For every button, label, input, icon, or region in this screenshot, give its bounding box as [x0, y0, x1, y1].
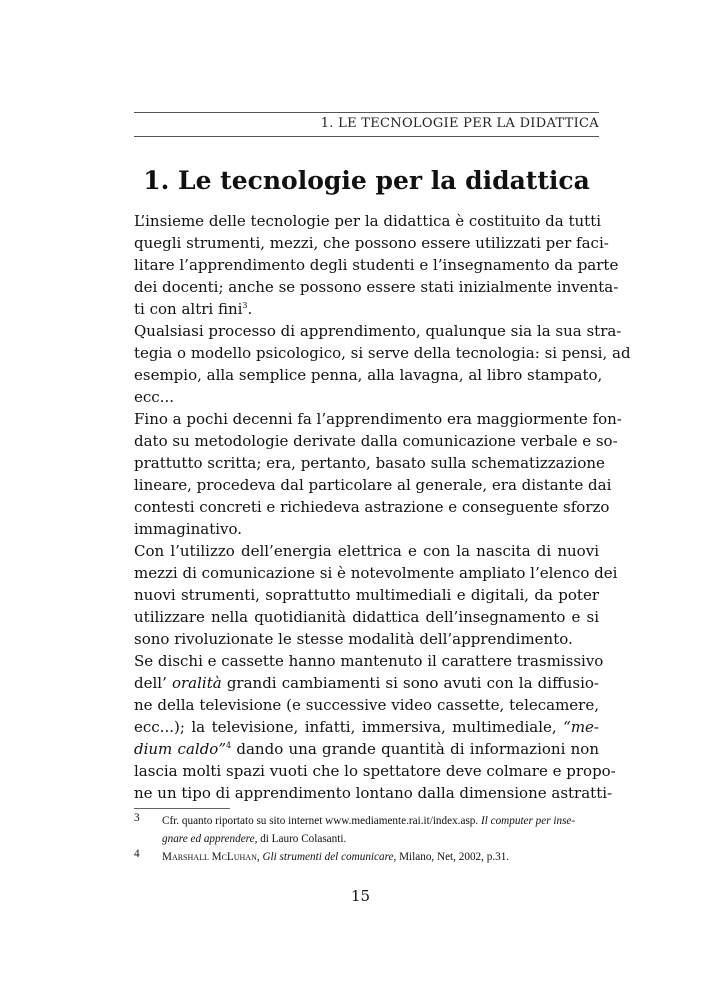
footnotes [134, 812, 599, 866]
footnote-rule [134, 808, 230, 809]
footnote-3: 3 Cfr. quanto riportato su sito internet www.mediamente.rai.it/index.asp. Il computer per inse- gnare ed apprendere, di Lauro Colasanti. [134, 812, 576, 845]
footnote-ref-4: 4 [226, 741, 232, 750]
text-line: ti con altri fini$^3$. [134, 300, 253, 318]
text-line: immaginativo. [134, 520, 243, 538]
header-rule-top [134, 112, 599, 113]
text-line: prattutto scritta; era, pertanto, basato sulla schematizzazione [134, 454, 605, 472]
text-line: dell’ oralità grandi cambiamenti si sono avuti con la diffusio- [134, 674, 599, 692]
author-name: Marshall McLuhan [162, 851, 257, 863]
text-line: ne della televisione (e successive video cassette, telecamere, [134, 696, 599, 714]
text-line: dei docenti; anche se possono essere stati inizialmente inventa- [134, 278, 619, 296]
running-head: 1. LE TECNOLOGIE PER LA DIDATTICA [320, 116, 599, 131]
text-line: contesti concreti e richiedeva astrazione e conseguente sforzo [134, 498, 610, 516]
text-line: sono rivoluzionate le stesse modalità dell’apprendimento. [134, 630, 573, 648]
footnote-4: 4 Marshall McLuhan, Gli strumenti del comunicare, Milano, Net, 2002, p.31. [134, 848, 510, 863]
text-line: quegli strumenti, mezzi, che possono essere utilizzati per faci- [134, 234, 609, 252]
text-line: utilizzare nella quotidianità didattica dell’insegnamento e si [134, 608, 599, 626]
text-line: dato su metodologie derivate dalla comunicazione verbale e so- [134, 432, 618, 450]
footnote-ref-3: 3 [242, 301, 248, 310]
text-line: Qualsiasi processo di apprendimento, qualunque sia la sua stra- [134, 322, 622, 340]
chapter-title: 1. Le tecnologie per la didattica [143, 166, 590, 195]
text-line: ne un tipo di apprendimento lontano dalla dimensione astratti- [134, 784, 613, 802]
text-line: mezzi di comunicazione si è notevolmente ampliato l’elenco dei [134, 564, 618, 582]
text-line: ecc... [134, 388, 174, 406]
text-line: L’insieme delle tecnologie per la didattica è costituito da tutti [134, 212, 602, 230]
text-line: Se dischi e cassette hanno mantenuto il carattere trasmissivo [134, 652, 604, 670]
footnote-number: 3 [134, 812, 140, 824]
text-line: Con l’utilizzo dell’energia elettrica e con la nascita di nuovi [134, 542, 599, 560]
text-line: tegia o modello psicologico, si serve della tecnologia: si pensi, ad [134, 344, 631, 362]
text-line: lineare, procedeva dal particolare al generale, era distante dai [134, 476, 612, 494]
text-line: ecc...); la televisione, infatti, immersiva, multimediale, “me- [134, 718, 599, 736]
emphasis-medium-caldo: dium caldo” [134, 740, 227, 758]
text-line: litare l’apprendimento degli studenti e l’insegnamento da parte [134, 256, 619, 274]
footnote-number: 4 [134, 848, 140, 860]
page-number: 15 [350, 887, 371, 905]
text-line: nuovi strumenti, soprattutto multimediali e digitali, da poter [134, 586, 599, 604]
text-line: Fino a pochi decenni fa l’apprendimento era maggiormente fon- [134, 410, 622, 428]
body-text [134, 210, 631, 804]
book-title: Gli strumenti del comunicare [262, 851, 394, 863]
header-rule-bottom [134, 136, 599, 137]
emphasis-oralita: oralità [171, 674, 222, 692]
text-line: lascia molti spazi vuoti che lo spettatore deve colmare e propo- [134, 762, 616, 780]
text-line: esempio, alla semplice penna, alla lavagna, al libro stampato, [134, 366, 603, 384]
text-line: dium caldo”$^4$ dando una grande quantità di informazioni non [134, 740, 599, 758]
